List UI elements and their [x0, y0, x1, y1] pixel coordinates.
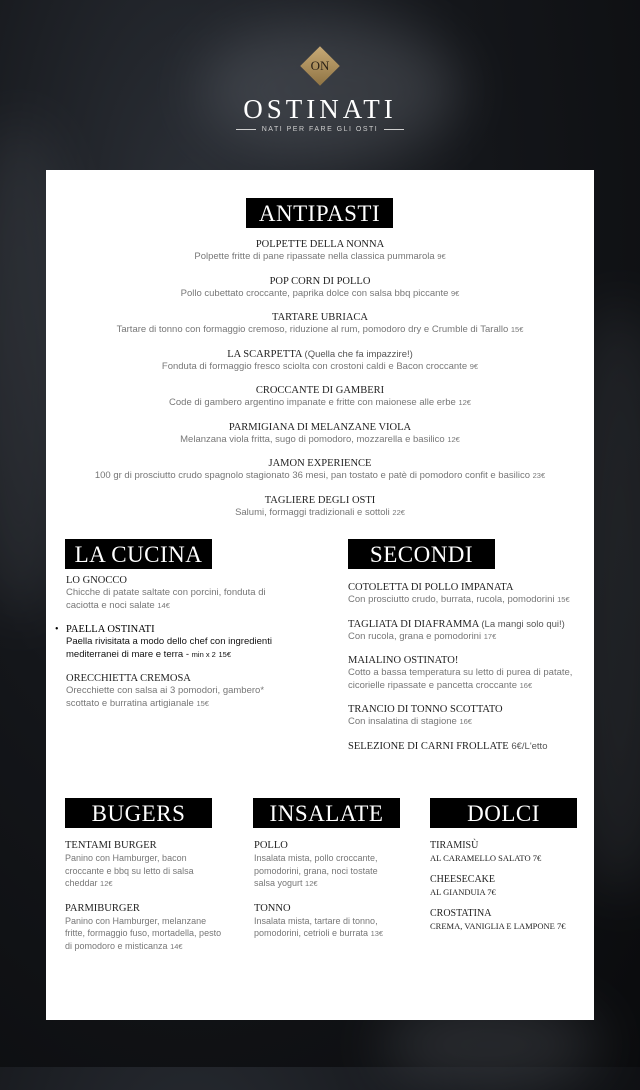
item-description: Fonduta di formaggio fresco sciolta con crostoni caldi e Bacon croccante [161, 360, 468, 372]
item-name: ORECCHIETTA CREMOSA [66, 673, 191, 684]
bugers-list [65, 840, 225, 965]
item-name: JAMON EXPERIENCE [268, 458, 372, 469]
item-description: CREMA, VANIGLIA E LAMPONE 7€ [430, 921, 566, 931]
secondi-section-title [348, 539, 495, 569]
brand-header [0, 52, 640, 133]
item-name: CHEESECAKE [430, 874, 495, 885]
item-price: 17€ [483, 631, 497, 641]
menu-item [46, 384, 594, 410]
item-price: 14€ [170, 941, 183, 951]
menu-item [430, 908, 590, 932]
secondi-list [348, 582, 580, 765]
item-description: Panino con Hamburger, melanzane fritte, formaggio fuso, mortadella, pesto di pomodoro e misticanza [65, 915, 222, 951]
menu-item [66, 575, 298, 612]
item-description: Con insalatina di stagione [348, 716, 457, 727]
menu-item [430, 840, 590, 864]
item-name: TIRAMISÙ [430, 840, 479, 851]
logo-icon [300, 46, 340, 86]
menu-item [348, 704, 580, 729]
dolci-heading: DOLCI [430, 798, 577, 828]
logo-monogram: ON [310, 58, 330, 73]
insalate-section-title [253, 798, 400, 828]
item-description: Polpette fritte di pane ripassate nella classica pummarola [194, 251, 435, 262]
item-price: 6€/L'etto [511, 740, 548, 752]
menu-item [348, 741, 580, 753]
menu-item [46, 457, 594, 483]
menu-item [348, 619, 580, 644]
item-note: min x 2 [191, 649, 216, 659]
brand-name: OSTINATI [243, 94, 397, 124]
item-description: Cotto a bassa temperatura su letto di purea di patate, cicorielle ripassate e pancetta croccante [348, 667, 573, 691]
menu-item [46, 311, 594, 337]
menu-item [348, 655, 580, 692]
item-aside: (La mangi solo qui!) [481, 618, 565, 630]
menu-item [65, 840, 225, 891]
bugers-heading: BUGERS [65, 798, 212, 828]
cucina-list [55, 575, 298, 722]
dolci-section-title [430, 798, 577, 828]
item-name: TAGLIERE DEGLI OSTI [264, 494, 376, 506]
menu-item [65, 903, 225, 954]
item-name: COTOLETTA DI POLLO IMPANATA [348, 582, 514, 593]
item-name: TARTARE UBRIACA [272, 312, 368, 323]
item-name: PARMIBURGER [65, 902, 140, 914]
item-price: 15€ [510, 325, 524, 334]
item-price: 16€ [519, 680, 533, 690]
menu-item [348, 582, 580, 607]
item-price: 16€ [459, 717, 472, 726]
insalate-heading: INSALATE [253, 798, 400, 828]
bullet-icon: • [55, 624, 59, 635]
item-description: Pollo cubettato croccante, paprika dolce con salsa bbq piccante [180, 287, 449, 299]
item-name: POP CORN DI POLLO [269, 275, 371, 287]
item-name: POLLO [254, 840, 288, 851]
bugers-section-title [65, 798, 212, 828]
antipasti-list [46, 238, 594, 530]
item-aside: (Quella che fa impazzire!) [304, 348, 413, 360]
item-price: 15€ [196, 698, 209, 708]
menu-card [46, 170, 594, 1020]
menu-item [254, 903, 399, 941]
item-name: TONNO [254, 902, 291, 914]
item-name: CROSTATINA [430, 908, 492, 919]
menu-item [46, 494, 594, 520]
item-name: LO GNOCCO [66, 575, 127, 586]
cucina-heading: LA CUCINA [65, 539, 212, 569]
item-name: MAIALINO OSTINATO! [348, 655, 459, 666]
brand-tagline: NATI PER FARE GLI OSTI [0, 126, 640, 133]
menu-item [46, 275, 594, 301]
menu-item-featured [55, 624, 298, 661]
item-price: 12€ [305, 879, 318, 888]
item-name: LA SCARPETTA [227, 348, 302, 360]
item-description: Salumi, formaggi tradizionali e sottoli [235, 506, 390, 518]
antipasti-section-title [246, 198, 393, 228]
item-price: 9€ [469, 361, 479, 371]
item-price: 13€ [370, 929, 384, 938]
item-price: 15€ [218, 649, 232, 659]
item-price: 22€ [392, 507, 405, 517]
item-price: 9€ [437, 252, 446, 261]
insalate-list [254, 840, 399, 953]
item-description: Panino con Hamburger, bacon croccante e bbq su letto di salsa cheddar [65, 853, 194, 888]
item-description: Con prosciutto crudo, burrata, rucola, pomodorini [348, 594, 555, 605]
item-price: 14€ [157, 600, 170, 610]
item-description: Chicche di patate saltate con porcini, fonduta di caciotta e noci salate [66, 587, 266, 611]
item-name: SELEZIONE DI CARNI FROLLATE [348, 740, 509, 752]
item-price: 12€ [458, 398, 471, 407]
menu-item [66, 673, 298, 710]
item-description: Tartare di tonno con formaggio cremoso, riduzione al rum, pomodoro dry e Crumble di Tarallo [116, 324, 509, 335]
item-price: 23€ [532, 471, 546, 480]
item-description: Melanzana viola fritta, sugo di pomodoro, mozzarella e basilico [180, 433, 445, 445]
item-price: 15€ [557, 595, 570, 604]
cucina-section-title [65, 539, 212, 569]
antipasti-heading: ANTIPASTI [246, 198, 393, 228]
item-description: Insalata mista, tartare di tonno, pomodorini, cetrioli e burrata [254, 915, 378, 938]
item-name: POLPETTE DELLA NONNA [255, 239, 385, 250]
item-description: 100 gr di prosciutto crudo spagnolo stagionato 36 mesi, pan tostato e patè di pomodoro confit e basilico [94, 470, 530, 481]
menu-item [46, 238, 594, 264]
item-description: Orecchiette con salsa ai 3 pomodori, gambero* scottato e burratina artigianale [66, 685, 265, 709]
item-name: TRANCIO DI TONNO SCOTTATO [348, 704, 503, 715]
item-name: PARMIGIANA DI MELANZANE VIOLA [228, 421, 412, 433]
item-name: TENTAMI BURGER [65, 840, 157, 851]
item-description: AL GIANDUIA 7€ [430, 887, 496, 897]
item-name: TAGLIATA DI DIAFRAMMA [348, 618, 479, 630]
menu-item [46, 348, 594, 374]
item-description: Code di gambero argentino impanate e fritte con maionese alle erbe [169, 397, 456, 408]
item-name: CROCCANTE DI GAMBERI [255, 385, 385, 396]
secondi-heading: SECONDI [348, 539, 495, 569]
dolci-list [430, 840, 590, 942]
menu-item [254, 840, 399, 891]
menu-item [430, 874, 590, 898]
item-description: Insalata mista, pollo croccante, pomodorini, grana, noci tostate salsa yogurt [254, 853, 378, 888]
item-price: 9€ [451, 288, 460, 298]
item-description: Con rucola, grana e pomodorini [348, 630, 482, 642]
item-price: 12€ [100, 879, 113, 888]
item-name: PAELLA OSTINATI [66, 624, 155, 635]
item-price: 12€ [447, 434, 460, 444]
item-description: Paella rivisitata a modo dello chef con ingredienti mediterranei di mare e terra - [66, 636, 272, 660]
menu-item [46, 421, 594, 447]
item-description: AL CARAMELLO SALATO 7€ [430, 853, 542, 863]
